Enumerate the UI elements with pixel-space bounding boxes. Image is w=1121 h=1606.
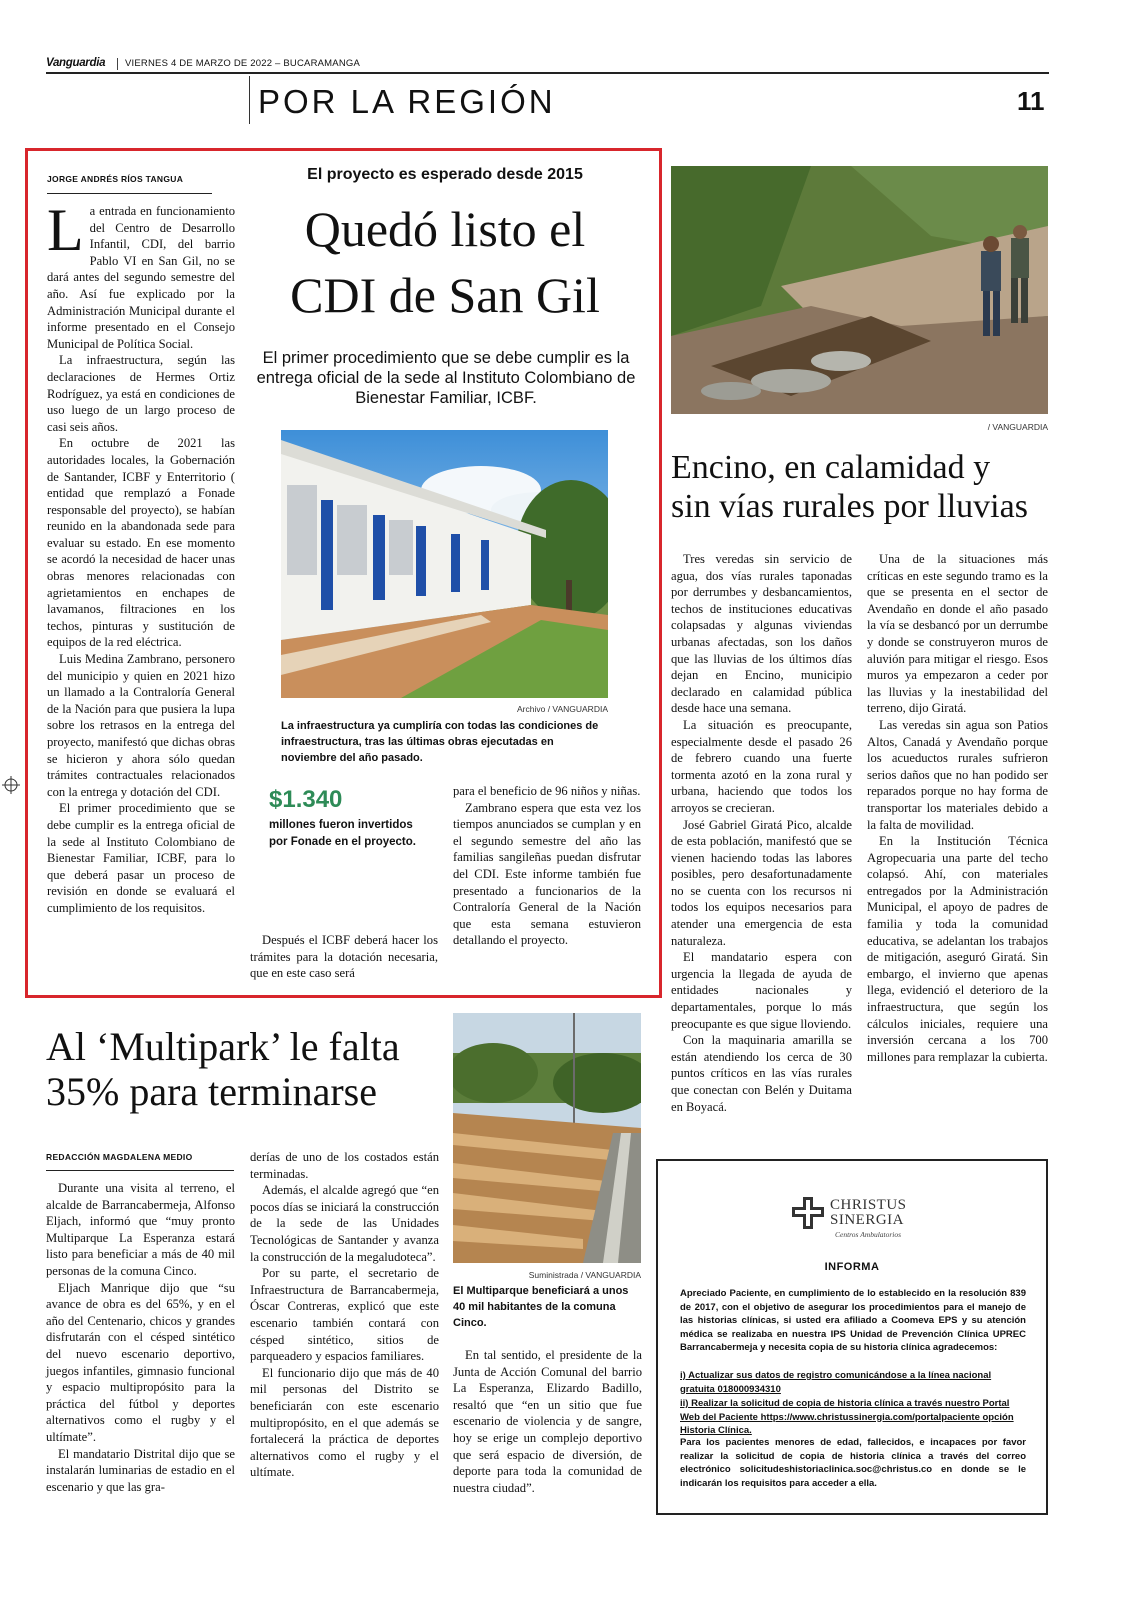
cdi-photo-credit: Archivo / VANGUARDIA	[516, 704, 608, 714]
multipark-paragraph: Por su parte, el secretario de Infraestructura de Barrancabermeja, Óscar Contreras, explicó que este escenario también contará con césped sintético, sitios de parqueadero y espacios familiares.	[250, 1266, 439, 1364]
cdi-byline: JORGE ANDRÉS RÍOS TANGUA	[47, 174, 184, 184]
cdi-paragraph: La infraestructura, según las declaraciones de Hermes Ortiz Rodríguez, ya está en condiciones de uso luego de un largo proceso de casi seis años.	[47, 353, 235, 434]
registration-mark-icon	[2, 776, 20, 794]
encino-headline-line-2: sin vías rurales por lluvias	[671, 488, 1028, 525]
encino-photo-credit: / VANGUARDIA	[987, 422, 1048, 432]
brand-name: Vanguardia	[46, 57, 106, 69]
multipark-paragraph: En tal sentido, el presidente de la Junta de Acción Comunal del barrio La Esperanza, Elizardo Badillo, resaltó que “en un sitio que fue escenario de violencia y de sangre, hoy se erige un complejo deportivo que será espacio de diversión, de deporte para toda la comunidad de nuestra ciudad”.	[453, 1348, 642, 1495]
cdi-deck: El primer procedimiento que se debe cumplir es la entrega oficial de la sede al Instituto Colombiano de Bienestar Familiar, ICBF.	[256, 349, 636, 407]
advert-footer: Para los pacientes menores de edad, fallecidos, e incapaces por favor realizar la solicitud de copia de historia clínica a través del correo electrónico solicitudeshistoriaclinica.soc@christus.co en donde se le indicarán los requisitos para acceder a ella.	[680, 1437, 1026, 1489]
multipark-paragraph: Además, el alcalde agregó que “en pocos días se iniciará la construcción de la sede de las Unidades Tecnológicas de Santander y avanza la construcción de la megaludoteca”.	[250, 1183, 439, 1264]
encino-landslide-photo	[671, 166, 1048, 414]
multipark-paragraph: El mandatario Distrital dijo que se instalarán luminarias de estadio en el escenario y que las gra-	[46, 1446, 235, 1494]
encino-paragraph: El mandatario espera con urgencia la llegada de ayuda de entidades nacionales y departamentales, porque lo más preocupante es que sigue lloviendo.	[671, 950, 852, 1031]
cdi-column-1	[47, 197, 235, 917]
advert-intro: Apreciado Paciente, en cumplimiento de lo establecido en la resolución 839 de 2017, con el objetivo de asegurar los procedimientos para el manejo de las historias clínicas, si usted era afiliado a Coomeva EPS y su atención médica se realizaba en nuestra IPS Unidad de Prevención Clínica UPREC Barrancabermeja y necesita copia de su historia clínica agradecemos:	[680, 1288, 1026, 1353]
cdi-column-2	[250, 932, 438, 982]
cdi-paragraph: Zambrano espera que esta vez los tiempos anunciados se cumplan y en el segundo semestre del año las familias sangileñas puedan disfrutar del CDI. Este informe también fue presentado a funcionarios de la Contraloría General de la Nación que esta semana estuvieron detallando el proyecto.	[453, 800, 641, 948]
multipark-column-3	[453, 1347, 642, 1496]
encino-paragraph: Las veredas sin agua son Patios Altos, Canadá y Avendaño porque los acueductos rurales sufrieron serios daños que no han podido ser reparados porque no hay forma de transportar los materiales debido a la falta de movilidad.	[867, 717, 1048, 832]
logo-line-2: SINERGIA	[830, 1212, 904, 1228]
cdi-paragraph: para el beneficio de 96 niños y niñas.	[453, 784, 641, 798]
multipark-photo-credit: Suministrada / VANGUARDIA	[528, 1270, 641, 1280]
multipark-paragraph: Durante una visita al terreno, el alcalde de Barrancabermeja, Alfonso Eljach, informó que “muy pronto Multiparque La Esperanza estará listo para beneficiar a más de 40 mil personas de la comuna Cinco.	[46, 1181, 235, 1278]
multipark-stadium-photo	[453, 1013, 641, 1263]
cdi-paragraph: El primer procedimiento que se debe cumplir es la entrega oficial de la sede al Instituto Colombiano de Bienestar Familiar, ICBF, para lo que deberá pasar un proceso de revisión en donde se evaluará el cumplimiento de los requisitos.	[47, 801, 235, 915]
multipark-paragraph: derías de uno de los costados están terminadas.	[250, 1150, 439, 1181]
multipark-headline-line-2: 35% para terminarse	[46, 1069, 377, 1114]
section-title: POR LA REGIÓN	[258, 83, 556, 120]
multipark-paragraph: Eljach Manrique dijo que “su avance de obra es del 65%, y en el año del Centenario, chicos y grandes disfrutarán con el césped sintético del nuevo escenario deportivo, juegos infantiles, gimnasio funcional y espacio multipropósito para la práctica del fútbol y deportes alternativos como el rugby y el ultímate”.	[46, 1280, 235, 1444]
dropcap: L	[47, 197, 84, 263]
encino-paragraph: La situación es preocupante, especialmente desde el pasado 26 de febrero cuando una fuerte tormenta azotó en la zona rural y urbana, haciendo que todos los arroyos se crecieran.	[671, 717, 852, 815]
cdi-paragraph: Luis Medina Zambrano, personero del municipio y quien en 2021 hizo un llamado a la Contraloría General de la Nación para que pusiera la lupa sobre los retrasos en la entrega del proyecto, manifestó que dichas obras se hicieron y ahora sólo quedan trámites contractuales relacionados con la entrega y dotación del CDI.	[47, 652, 235, 799]
cdi-paragraph: En octubre de 2021 las autoridades locales, la Gobernación de Santander, ICBF y Enterritorio ( entidad que remplazó a Fonade responsable del proyecto), se habían reunido en la abandonada sede para evaluar su estado. En ese momento se acordó la necesidad de hacer unas obras menores relacionadas con agrietamientos en enchapes de lavamanos, filtraciones en los techos, pinturas y sustitución de equipos de la red eléctrica.	[47, 436, 235, 650]
encino-column-1	[671, 551, 852, 1115]
masthead-separator	[117, 58, 118, 70]
encino-column-2	[867, 551, 1048, 1065]
logo-subtitle: Centros Ambulatorios	[835, 1230, 902, 1239]
stat-text: millones fueron invertidos por Fonade en el proyecto.	[269, 819, 416, 848]
multipark-column-1	[46, 1180, 235, 1495]
encino-paragraph: En la Institución Técnica Agropecuaria una parte del techo colapsó. Ahí, con materiales entregados por la Administración Municipal, el apoyo de padres de familia y toda la comunidad educativa, se adelantan los trabajos de mitigación, aseguró Giratá. Sin embargo, el invierno que apenas llega, evidenció el deterioro de la infraestructura, que según los cálculos iniciales, requiere una inversión cercana a los 700 millones para remplazar la cubierta.	[867, 834, 1048, 1064]
cdi-photo-caption: La infraestructura ya cumpliría con todas las condiciones de infraestructura, tras las últimas obras ejecutadas en noviembre del año pasado.	[281, 720, 599, 764]
advert-item-1: i) Actualizar sus datos de registro comunicándose a la línea nacional gratuita 018000934310	[680, 1370, 992, 1395]
multipark-headline-line-1: Al ‘Multipark’ le falta	[46, 1024, 400, 1069]
stat-value: $1.340	[269, 786, 343, 813]
cdi-paragraph: Después el ICBF deberá hacer los trámites para la dotación necesaria, que en este caso será	[250, 933, 438, 981]
encino-headline-line-1: Encino, en calamidad y	[671, 449, 991, 486]
encino-paragraph: Una de la situaciones más críticas en este segundo tramo es la que se presenta en el sector de Avendaño en donde el año pasado la vía se desbancó por un derrumbe y donde se construyeron muros de aluvión para mitigar el riesgo. Esos muros ya empezaron a ceder por las lluvias y la inestabilidad del terreno, dijo Giratá.	[867, 552, 1048, 716]
christus-cross-icon	[790, 1195, 826, 1231]
section-divider	[249, 76, 250, 124]
cdi-headline-line-2: CDI de San Gil	[290, 267, 600, 323]
multipark-column-2	[250, 1149, 439, 1481]
multipark-byline: REDACCIÓN MAGDALENA MEDIO	[46, 1152, 193, 1162]
masthead-rule	[46, 72, 1049, 74]
cdi-paragraph: a entrada en funcionamiento del Centro de Desarrollo Infantil, CDI, del barrio Pablo VI en San Gil, no se dará antes del segundo semestre del año. Así fue explicado por la Administración Municipal durante el informe presentado en el Consejo Municipal de Política Social.	[47, 204, 235, 351]
cdi-headline-line-1: Quedó listo el	[304, 201, 586, 257]
advert-item-2: ii) Realizar la solicitud de copia de historia clínica a través nuestro Portal Web del Paciente https://www.christussinergia.com/portalpaciente opción Historia Clínica.	[680, 1398, 1014, 1436]
multipark-photo-caption: El Multiparque beneficiará a unos 40 mil habitantes de la comuna Cinco.	[453, 1285, 629, 1329]
encino-paragraph: José Gabriel Giratá Pico, alcalde de esta población, manifestó que se vienen haciendo todas las labores posibles, pero desafortunadamente no se cuenta con los recursos ni todos los equipos necesarios para atender una emergencia de esta naturaleza.	[671, 817, 852, 948]
advert-title: INFORMA	[824, 1261, 880, 1273]
page-number: 11	[1017, 86, 1045, 116]
multipark-paragraph: El funcionario dijo que más de 40 mil personas del Distrito se beneficiarán con este escenario multipropósito, en el que además se fortalecerá la práctica de deportes alternativos como el rugby y el ultímate.	[250, 1365, 439, 1480]
cdi-building-photo	[281, 430, 608, 698]
logo-line-1: CHRISTUS	[830, 1197, 907, 1213]
encino-paragraph: Tres veredas sin servicio de agua, dos vías rurales taponadas por derrumbes y desbancamientos, techos de instituciones educativas colapsadas y algunas viviendas urbanas afectadas, son los daños que las lluvias de los últimos días dejan en Encino, municipio declarado en calamidad pública desde hace una semana.	[671, 552, 852, 716]
cdi-column-3	[453, 783, 641, 949]
cdi-byline-rule	[47, 193, 212, 194]
multipark-byline-rule	[46, 1170, 234, 1171]
cdi-kicker: El proyecto es esperado desde 2015	[307, 166, 583, 183]
dateline: VIERNES 4 DE MARZO DE 2022 – BUCARAMANGA	[125, 58, 361, 69]
encino-paragraph: Con la maquinaria amarilla se están atendiendo los cerca de 30 puntos críticos en las vías rurales que conectan con Belén y Duitama en Boyacá.	[671, 1033, 852, 1114]
